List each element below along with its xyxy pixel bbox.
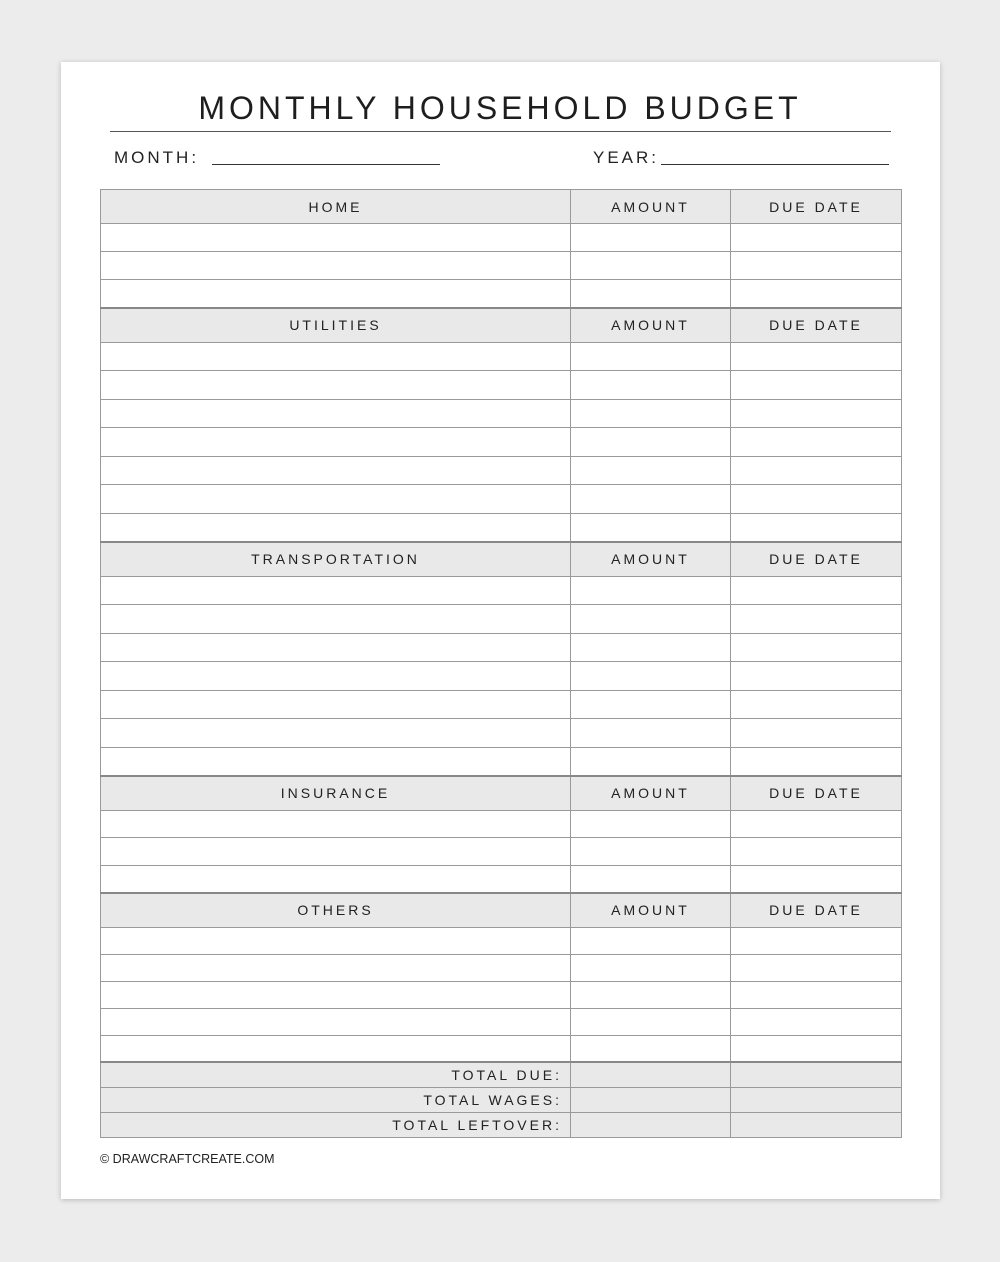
due-date-cell[interactable]: [731, 747, 902, 776]
item-cell[interactable]: [101, 810, 571, 838]
item-cell[interactable]: [101, 1035, 571, 1062]
amount-cell[interactable]: [571, 865, 731, 893]
total-row: [101, 1113, 902, 1138]
amount-cell[interactable]: [571, 399, 731, 428]
due-date-cell[interactable]: [731, 719, 902, 748]
total-extra-cell[interactable]: [731, 1062, 902, 1088]
item-cell[interactable]: [101, 954, 571, 981]
page-title: MONTHLY HOUSEHOLD BUDGET: [198, 90, 802, 126]
due-date-column-header: DUE DATE: [731, 542, 902, 577]
due-date-cell[interactable]: [731, 662, 902, 691]
item-cell[interactable]: [101, 662, 571, 691]
item-cell[interactable]: [101, 224, 571, 252]
table-row: [101, 485, 902, 514]
table-row: [101, 1008, 902, 1035]
table-row: [101, 513, 902, 542]
amount-cell[interactable]: [571, 810, 731, 838]
table-row: [101, 954, 902, 981]
amount-cell[interactable]: [571, 513, 731, 542]
amount-cell[interactable]: [571, 954, 731, 981]
due-date-cell[interactable]: [731, 633, 902, 662]
item-cell[interactable]: [101, 513, 571, 542]
table-row: [101, 224, 902, 252]
item-cell[interactable]: [101, 927, 571, 954]
amount-cell[interactable]: [571, 456, 731, 485]
item-cell[interactable]: [101, 865, 571, 893]
item-cell[interactable]: [101, 576, 571, 605]
amount-column-header: AMOUNT: [571, 308, 731, 343]
table-row: [101, 280, 902, 308]
item-cell[interactable]: [101, 428, 571, 457]
amount-cell[interactable]: [571, 747, 731, 776]
section-title-utilities: UTILITIES: [101, 308, 571, 343]
section-title-transportation: TRANSPORTATION: [101, 542, 571, 577]
due-date-cell[interactable]: [731, 456, 902, 485]
amount-cell[interactable]: [571, 838, 731, 866]
amount-cell[interactable]: [571, 605, 731, 634]
table-row: [101, 927, 902, 954]
item-cell[interactable]: [101, 690, 571, 719]
item-cell[interactable]: [101, 838, 571, 866]
due-date-cell[interactable]: [731, 838, 902, 866]
amount-cell[interactable]: [571, 719, 731, 748]
amount-cell[interactable]: [571, 428, 731, 457]
due-date-cell[interactable]: [731, 280, 902, 308]
year-label: YEAR:: [593, 148, 660, 167]
section-header-transportation: [101, 542, 902, 577]
section-title-insurance: INSURANCE: [101, 776, 571, 811]
year-field[interactable]: [661, 164, 889, 165]
total-amount-cell[interactable]: [571, 1062, 731, 1088]
due-date-cell[interactable]: [731, 954, 902, 981]
due-date-cell[interactable]: [731, 224, 902, 252]
total-extra-cell[interactable]: [731, 1088, 902, 1113]
amount-column-header: AMOUNT: [571, 776, 731, 811]
item-cell[interactable]: [101, 719, 571, 748]
item-cell[interactable]: [101, 342, 571, 371]
table-row: [101, 342, 902, 371]
total-row: [101, 1062, 902, 1088]
item-cell[interactable]: [101, 371, 571, 400]
due-date-cell[interactable]: [731, 485, 902, 514]
amount-cell[interactable]: [571, 927, 731, 954]
month-field[interactable]: [212, 164, 440, 165]
total-label: TOTAL DUE:: [101, 1062, 571, 1088]
amount-cell[interactable]: [571, 280, 731, 308]
item-cell[interactable]: [101, 981, 571, 1008]
due-date-cell[interactable]: [731, 927, 902, 954]
total-row: [101, 1088, 902, 1113]
due-date-cell[interactable]: [731, 865, 902, 893]
due-date-cell[interactable]: [731, 399, 902, 428]
amount-column-header: AMOUNT: [571, 542, 731, 577]
item-cell[interactable]: [101, 1008, 571, 1035]
table-row: [101, 719, 902, 748]
due-date-column-header: DUE DATE: [731, 308, 902, 343]
section-header-home: [101, 190, 902, 224]
due-date-cell[interactable]: [731, 1008, 902, 1035]
item-cell[interactable]: [101, 605, 571, 634]
table-row: [101, 371, 902, 400]
section-title-home: HOME: [101, 190, 571, 224]
amount-cell[interactable]: [571, 576, 731, 605]
table-row: [101, 838, 902, 866]
due-date-cell[interactable]: [731, 513, 902, 542]
amount-column-header: AMOUNT: [571, 190, 731, 224]
copyright-text: © DRAWCRAFTCREATE.COM: [100, 1152, 275, 1166]
amount-cell[interactable]: [571, 690, 731, 719]
month-label: MONTH:: [114, 148, 200, 167]
amount-cell[interactable]: [571, 342, 731, 371]
table-row: [101, 690, 902, 719]
amount-cell[interactable]: [571, 1035, 731, 1062]
table-row: [101, 428, 902, 457]
table-row: [101, 576, 902, 605]
amount-cell[interactable]: [571, 1008, 731, 1035]
section-title-others: OTHERS: [101, 893, 571, 928]
table-row: [101, 662, 902, 691]
item-cell[interactable]: [101, 280, 571, 308]
due-date-column-header: DUE DATE: [731, 776, 902, 811]
table-row: [101, 810, 902, 838]
amount-cell[interactable]: [571, 485, 731, 514]
table-row: [101, 456, 902, 485]
due-date-cell[interactable]: [731, 428, 902, 457]
table-row: [101, 252, 902, 280]
due-date-column-header: DUE DATE: [731, 893, 902, 928]
due-date-cell[interactable]: [731, 371, 902, 400]
table-row: [101, 633, 902, 662]
due-date-cell[interactable]: [731, 576, 902, 605]
due-date-cell[interactable]: [731, 981, 902, 1008]
total-extra-cell[interactable]: [731, 1113, 902, 1138]
amount-cell[interactable]: [571, 224, 731, 252]
item-cell[interactable]: [101, 456, 571, 485]
section-header-others: [101, 893, 902, 928]
budget-table: [100, 189, 902, 1138]
due-date-cell[interactable]: [731, 605, 902, 634]
item-cell[interactable]: [101, 633, 571, 662]
table-row: [101, 605, 902, 634]
table-row: [101, 981, 902, 1008]
title-divider: [110, 131, 891, 132]
table-row: [101, 865, 902, 893]
amount-cell[interactable]: [571, 252, 731, 280]
amount-column-header: AMOUNT: [571, 893, 731, 928]
due-date-cell[interactable]: [731, 690, 902, 719]
table-row: [101, 747, 902, 776]
item-cell[interactable]: [101, 485, 571, 514]
total-label: TOTAL LEFTOVER:: [101, 1113, 571, 1138]
item-cell[interactable]: [101, 252, 571, 280]
amount-cell[interactable]: [571, 633, 731, 662]
due-date-cell[interactable]: [731, 1035, 902, 1062]
due-date-column-header: DUE DATE: [731, 190, 902, 224]
due-date-cell[interactable]: [731, 342, 902, 371]
due-date-cell[interactable]: [731, 252, 902, 280]
amount-cell[interactable]: [571, 371, 731, 400]
section-header-utilities: [101, 308, 902, 343]
item-cell[interactable]: [101, 747, 571, 776]
amount-cell[interactable]: [571, 662, 731, 691]
table-row: [101, 1035, 902, 1062]
total-amount-cell[interactable]: [571, 1113, 731, 1138]
amount-cell[interactable]: [571, 981, 731, 1008]
due-date-cell[interactable]: [731, 810, 902, 838]
section-header-insurance: [101, 776, 902, 811]
table-row: [101, 399, 902, 428]
total-amount-cell[interactable]: [571, 1088, 731, 1113]
total-label: TOTAL WAGES:: [101, 1088, 571, 1113]
item-cell[interactable]: [101, 399, 571, 428]
